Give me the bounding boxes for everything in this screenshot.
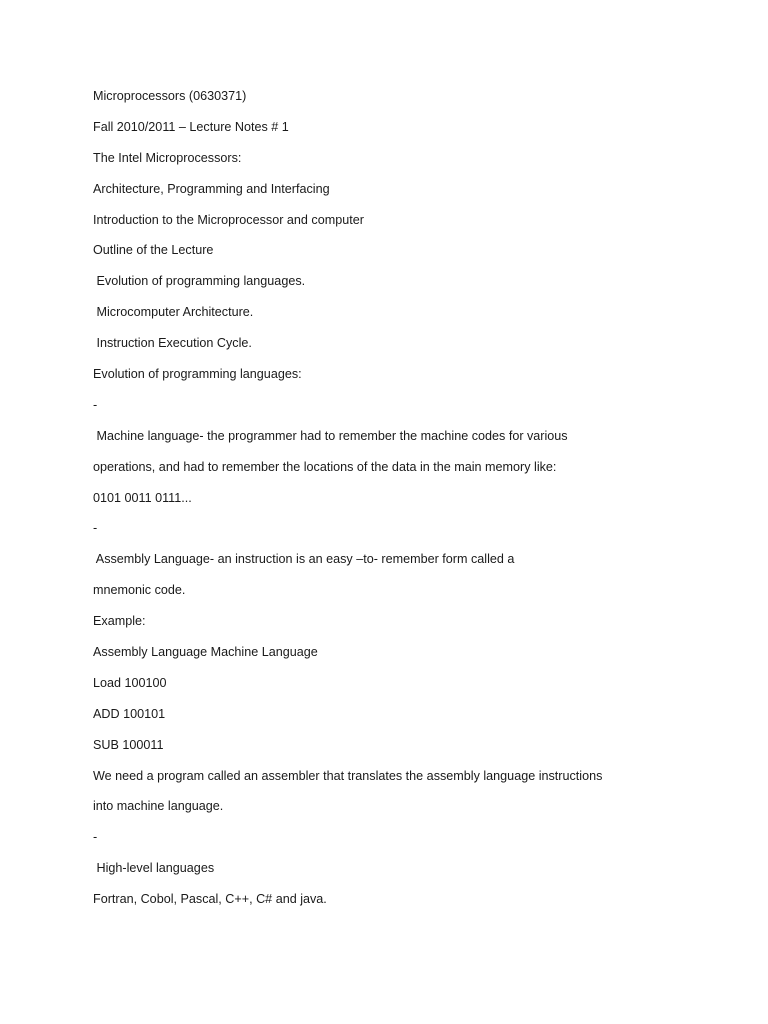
outline-item: Microcomputer Architecture.: [93, 305, 254, 320]
bullet-dash: -: [93, 397, 98, 412]
example-row: SUB 100011: [93, 737, 164, 752]
paragraph-line: Assembly Language- an instruction is an easy –to- remember form called a: [93, 552, 515, 567]
paragraph-line: High-level languages: [93, 861, 215, 876]
paragraph-line: into machine language.: [93, 799, 224, 814]
lecture-heading: Fall 2010/2011 – Lecture Notes # 1: [93, 119, 289, 134]
paragraph-line: Machine language- the programmer had to remember the machine codes for various: [93, 428, 568, 443]
outline-item: Instruction Execution Cycle.: [93, 336, 252, 351]
paragraph-line: operations, and had to remember the locations of the data in the main memory like:: [93, 459, 557, 474]
section-heading: Evolution of programming languages:: [93, 367, 302, 382]
chapter-title: Introduction to the Microprocessor and computer: [93, 212, 364, 227]
document-body: [93, 86, 733, 920]
example-row: ADD 100101: [93, 706, 166, 721]
bullet-dash: -: [93, 521, 98, 536]
outline-item: Evolution of programming languages.: [93, 274, 306, 289]
book-subtitle: Architecture, Programming and Interfacing: [93, 181, 330, 196]
paragraph-line: mnemonic code.: [93, 583, 186, 598]
binary-example: 0101 0011 0111...: [93, 490, 192, 505]
example-label: Example:: [93, 614, 146, 629]
outline-heading: Outline of the Lecture: [93, 243, 214, 258]
course-title: Microprocessors (0630371): [93, 89, 247, 103]
bullet-dash: -: [93, 830, 98, 845]
paragraph-line: We need a program called an assembler that translates the assembly language instructions: [93, 768, 603, 783]
paragraph-line: Fortran, Cobol, Pascal, C++, C# and java.: [93, 892, 327, 907]
book-title: The Intel Microprocessors:: [93, 150, 242, 165]
example-row: Load 100100: [93, 675, 167, 690]
example-header: Assembly Language Machine Language: [93, 645, 318, 660]
